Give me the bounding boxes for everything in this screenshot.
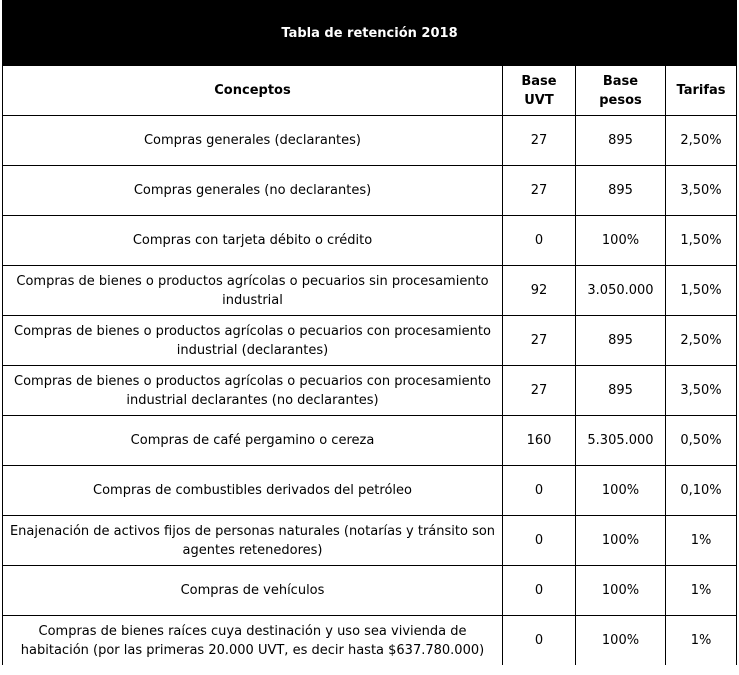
tarifa-cell: 1,50% bbox=[666, 266, 737, 316]
base-pesos-cell: 895 bbox=[576, 366, 666, 416]
base-uvt-cell: 27 bbox=[503, 316, 576, 366]
concept-cell: Compras de vehículos bbox=[3, 566, 503, 616]
tarifa-cell: 1,50% bbox=[666, 216, 737, 266]
table-row bbox=[3, 466, 737, 516]
table-row bbox=[3, 166, 737, 216]
table-row bbox=[3, 566, 737, 616]
header-base-pesos: Base pesos bbox=[576, 66, 666, 116]
concept-cell: Compras de combustibles derivados del petróleo bbox=[3, 466, 503, 516]
tarifa-cell: 0,10% bbox=[666, 466, 737, 516]
base-pesos-cell: 895 bbox=[576, 116, 666, 166]
table-row bbox=[3, 316, 737, 366]
concept-cell: Compras de bienes o productos agrícolas o pecuarios con procesamiento industrial declarantes (no declarantes) bbox=[3, 366, 503, 416]
base-uvt-cell: 27 bbox=[503, 116, 576, 166]
table-row bbox=[3, 366, 737, 416]
header-base-uvt: Base UVT bbox=[503, 66, 576, 116]
base-pesos-cell: 895 bbox=[576, 316, 666, 366]
table-row bbox=[3, 116, 737, 166]
base-pesos-cell: 895 bbox=[576, 166, 666, 216]
tarifa-cell: 2,50% bbox=[666, 316, 737, 366]
header-row bbox=[3, 66, 737, 116]
tarifa-cell: 1% bbox=[666, 516, 737, 566]
base-uvt-cell: 0 bbox=[503, 616, 576, 666]
concept-cell: Compras de bienes raíces cuya destinación y uso sea vivienda de habitación (por las primeras 20.000 UVT, es decir hasta $637.780.000) bbox=[3, 616, 503, 666]
base-pesos-cell: 100% bbox=[576, 566, 666, 616]
tarifa-cell: 1% bbox=[666, 616, 737, 666]
tarifa-cell: 3,50% bbox=[666, 366, 737, 416]
table-row bbox=[3, 416, 737, 466]
table-row bbox=[3, 216, 737, 266]
concept-cell: Compras generales (declarantes) bbox=[3, 116, 503, 166]
base-pesos-cell: 3.050.000 bbox=[576, 266, 666, 316]
retention-table bbox=[2, 0, 737, 665]
table-title: Tabla de retención 2018 bbox=[3, 1, 737, 66]
header-concepts: Conceptos bbox=[3, 66, 503, 116]
title-row bbox=[3, 1, 737, 66]
base-pesos-cell: 100% bbox=[576, 616, 666, 666]
table-row bbox=[3, 266, 737, 316]
header-tarifas: Tarifas bbox=[666, 66, 737, 116]
base-uvt-cell: 0 bbox=[503, 566, 576, 616]
tarifa-cell: 0,50% bbox=[666, 416, 737, 466]
base-uvt-cell: 27 bbox=[503, 366, 576, 416]
base-uvt-cell: 160 bbox=[503, 416, 576, 466]
base-uvt-cell: 0 bbox=[503, 516, 576, 566]
concept-cell: Compras de café pergamino o cereza bbox=[3, 416, 503, 466]
base-pesos-cell: 100% bbox=[576, 466, 666, 516]
base-uvt-cell: 0 bbox=[503, 466, 576, 516]
base-uvt-cell: 92 bbox=[503, 266, 576, 316]
base-pesos-cell: 100% bbox=[576, 216, 666, 266]
base-uvt-cell: 27 bbox=[503, 166, 576, 216]
concept-cell: Compras con tarjeta débito o crédito bbox=[3, 216, 503, 266]
table-row bbox=[3, 516, 737, 566]
concept-cell: Enajenación de activos fijos de personas naturales (notarías y tránsito son agentes retenedores) bbox=[3, 516, 503, 566]
tarifa-cell: 1% bbox=[666, 566, 737, 616]
concept-cell: Compras generales (no declarantes) bbox=[3, 166, 503, 216]
concept-cell: Compras de bienes o productos agrícolas o pecuarios con procesamiento industrial (declarantes) bbox=[3, 316, 503, 366]
base-pesos-cell: 100% bbox=[576, 516, 666, 566]
tarifa-cell: 2,50% bbox=[666, 116, 737, 166]
concept-cell: Compras de bienes o productos agrícolas o pecuarios sin procesamiento industrial bbox=[3, 266, 503, 316]
base-uvt-cell: 0 bbox=[503, 216, 576, 266]
table-row bbox=[3, 616, 737, 666]
tarifa-cell: 3,50% bbox=[666, 166, 737, 216]
base-pesos-cell: 5.305.000 bbox=[576, 416, 666, 466]
